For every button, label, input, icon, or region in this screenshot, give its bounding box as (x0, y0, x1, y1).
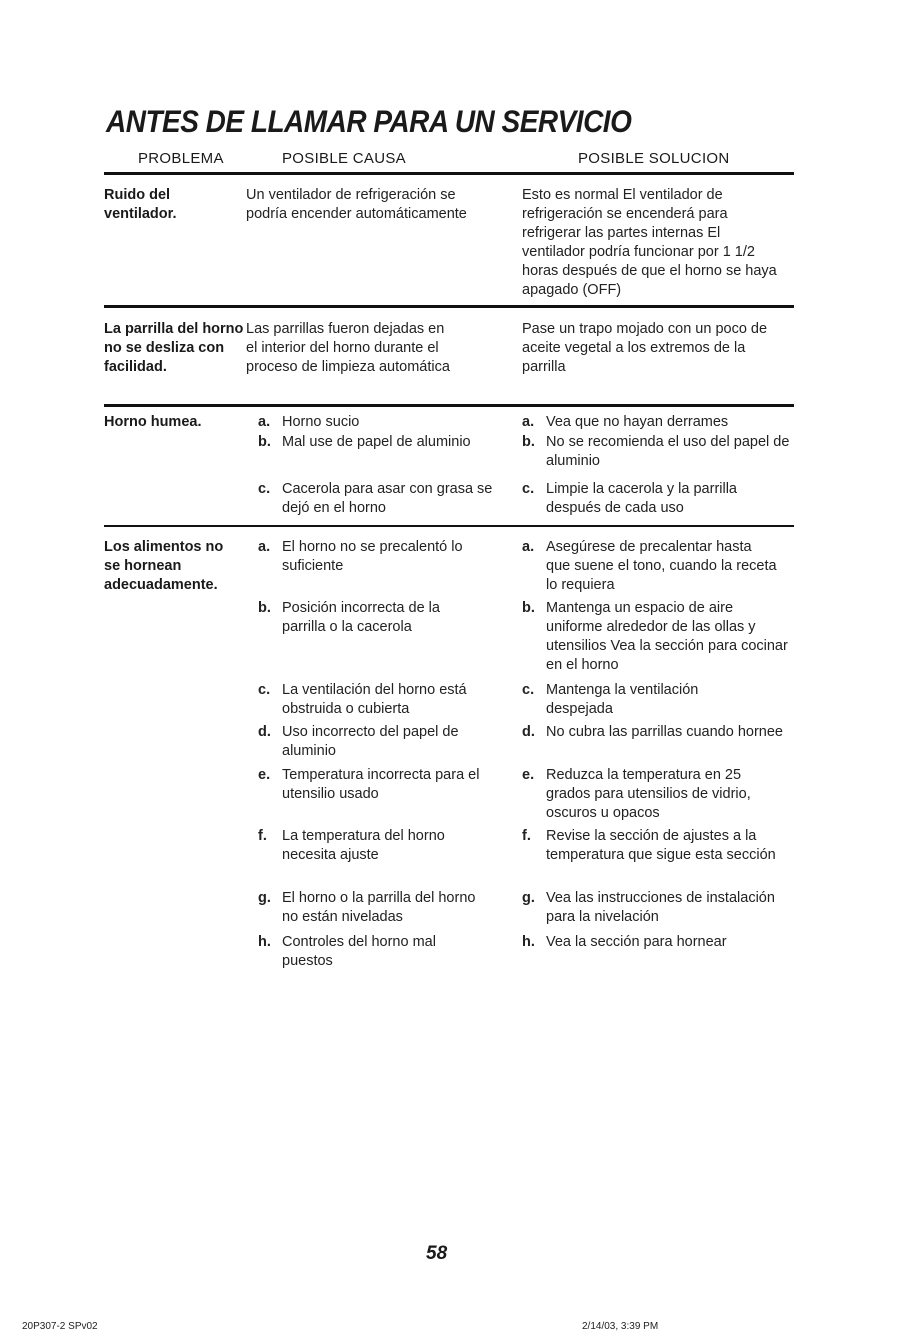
item-text: Mal use de papel de aluminio (282, 434, 471, 450)
footer-right: 2/14/03, 3:39 PM (582, 1321, 659, 1332)
item-letter: f. (258, 828, 267, 844)
problem-cell: Ruido del ventilador. (104, 187, 177, 222)
cause-item (258, 681, 520, 719)
cause-cell: Las parrillas fueron dejadas en el interior del horno durante el proceso de limpieza automática (246, 321, 450, 375)
item-text: Horno sucio (282, 414, 360, 430)
item-text: Asegúrese de precalentar hasta que suene el tono, cuando la receta lo requiera (546, 539, 777, 593)
solution-item (522, 827, 784, 865)
divider (104, 305, 794, 308)
item-text: Posición incorrecta de la parrilla o la cacerola (282, 600, 440, 635)
item-text: Vea las instrucciones de instalación para la nivelación (546, 890, 775, 925)
item-letter: h. (522, 934, 535, 950)
item-text: Cacerola para asar con grasa se dejó en el horno (282, 481, 493, 516)
item-text: Uso incorrecto del papel de aluminio (282, 724, 459, 759)
item-letter: b. (522, 434, 535, 450)
solution-item (522, 766, 784, 823)
cause-item (258, 599, 483, 637)
item-letter: d. (258, 724, 271, 740)
cause-item (258, 766, 520, 804)
item-text: Revise la sección de ajustes a la temperatura que sigue esta sección (546, 828, 776, 863)
problem-cell: La parrilla del horno no se desliza con facilidad. (104, 321, 244, 375)
item-text: Controles del horno mal puestos (282, 934, 436, 969)
divider (104, 525, 794, 527)
item-text: No se recomienda el uso del papel de aluminio (546, 434, 790, 469)
cause-item (258, 933, 483, 971)
cause-item (258, 538, 513, 576)
item-letter: c. (522, 682, 535, 698)
item-text: Temperatura incorrecta para el utensilio usado (282, 767, 480, 802)
footer-left: 20P307-2 SPv02 (22, 1321, 98, 1332)
item-letter: a. (258, 414, 271, 430)
item-letter: c. (522, 481, 535, 497)
cause-item (258, 433, 473, 452)
cause-item (258, 413, 503, 432)
item-letter: a. (258, 539, 271, 555)
solution-item (522, 681, 762, 719)
item-text: El horno no se precalentó lo suficiente (282, 539, 463, 574)
solution-cell: Esto es normal El ventilador de refrigeración se encenderá para refrigerar las partes internas El ventilador podría funcionar por 1 1/2 horas después de que el horno se haya apagado (OFF) (522, 187, 777, 298)
header-posible-solucion: POSIBLE SOLUCION (578, 150, 730, 167)
problem-cell: Horno humea. (104, 414, 202, 430)
item-text: Vea la sección para hornear (546, 934, 727, 950)
item-letter: e. (522, 767, 535, 783)
solution-item (522, 723, 784, 742)
item-text: La temperatura del horno necesita ajuste (282, 828, 445, 863)
cause-item (258, 827, 498, 865)
item-letter: g. (522, 890, 535, 906)
page-number: 58 (426, 1243, 448, 1264)
item-letter: b. (258, 600, 271, 616)
item-text: El horno o la parrilla del horno no están niveladas (282, 890, 476, 925)
header-posible-causa: POSIBLE CAUSA (282, 150, 406, 167)
page-title: ANTES DE LLAMAR PARA UN SERVICIO (106, 104, 632, 139)
solution-item (522, 933, 784, 952)
item-letter: b. (258, 434, 271, 450)
cause-item (258, 723, 488, 761)
item-letter: d. (522, 724, 535, 740)
item-letter: h. (258, 934, 271, 950)
cause-item (258, 889, 488, 927)
header-problema: PROBLEMA (138, 150, 224, 167)
item-letter: b. (522, 600, 535, 616)
item-text: No cubra las parrillas cuando hornee (546, 724, 783, 740)
solution-item (522, 413, 792, 432)
item-letter: c. (258, 481, 271, 497)
solution-item (522, 538, 777, 595)
item-letter: f. (522, 828, 531, 844)
item-text: Vea que no hayan derrames (546, 414, 729, 430)
problem-cell: Los alimentos no se hornean adecuadamente. (104, 539, 224, 593)
item-letter: c. (258, 682, 271, 698)
cause-item (258, 480, 493, 518)
divider (104, 172, 794, 175)
item-text: La ventilación del horno está obstruida o cubierta (282, 682, 467, 717)
item-text: Reduzca la temperatura en 25 grados para utensilios de vidrio, oscuros u opacos (546, 767, 751, 821)
solution-item (522, 433, 797, 471)
item-text: Limpie la cacerola y la parrilla después de cada uso (546, 481, 737, 516)
item-text: Mantenga la ventilación despejada (546, 682, 699, 717)
item-letter: a. (522, 539, 535, 555)
item-text: Mantenga un espacio de aire uniforme alrededor de las ollas y utensilios Vea la sección para cocinar en el horno (546, 600, 788, 673)
item-letter: e. (258, 767, 271, 783)
solution-cell: Pase un trapo mojado con un poco de aceite vegetal a los extremos de la parrilla (522, 321, 768, 375)
solution-item (522, 480, 792, 518)
item-letter: a. (522, 414, 535, 430)
solution-item (522, 599, 790, 675)
divider (104, 404, 794, 407)
cause-cell: Un ventilador de refrigeración se podría encender automáticamente (246, 187, 467, 222)
item-letter: g. (258, 890, 271, 906)
solution-item (522, 889, 784, 927)
